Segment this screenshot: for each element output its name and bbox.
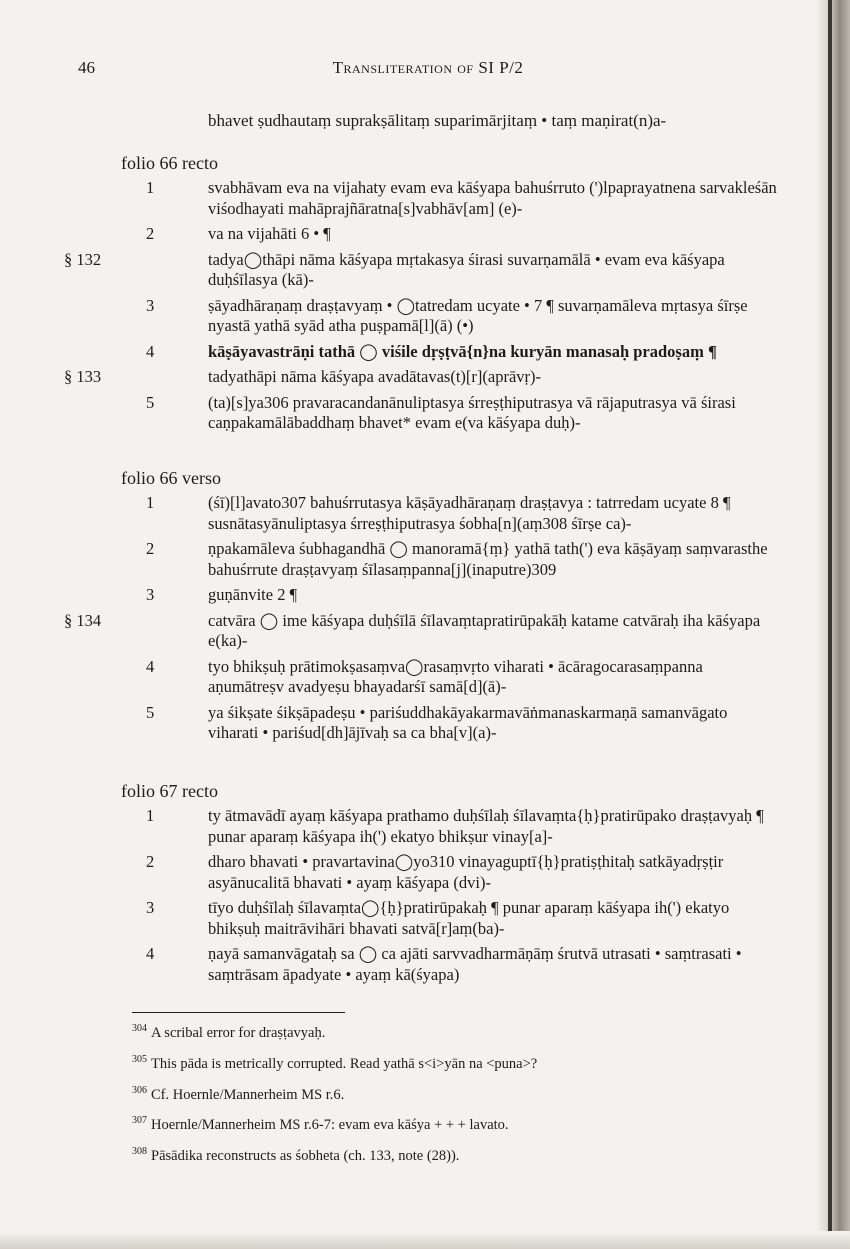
manuscript-line (121, 342, 781, 363)
footnote-number: 305 (132, 1053, 147, 1065)
folio-title: folio 66 verso (121, 468, 221, 488)
section-number: § 133 (64, 367, 102, 386)
line-text: (ta)[s]ya306 pravaracandanānuliptasya śrreṣṭhiputrasya vā rājaputrasya vā śirasi caṇpakamālābaddhaṃ bhavet* evam e(va kāśyapa duḥ)- (208, 392, 736, 432)
section-number: § 132 (64, 249, 102, 269)
footnote (132, 1143, 732, 1165)
page-header (78, 58, 778, 82)
footnote-number: 307 (132, 1115, 147, 1127)
manuscript-line (121, 806, 781, 847)
line-text: tīyo duḥśīlaḥ śīlavaṃta◯{ḥ}pratirūpakaḥ ¶ punar aparaṃ kāśyapa ih(') ekatyo bhikṣuḥ maitrāvihāri bhavati satvā[r]aṃ(ba)- (208, 898, 730, 938)
manuscript-line (121, 296, 781, 337)
line-number: 1 (146, 178, 155, 197)
page-number: 46 (78, 58, 95, 77)
line-text: guṇānvite 2 ¶ (208, 585, 298, 604)
running-title: Transliteration of SI P/2 (332, 58, 524, 77)
manuscript-line (121, 898, 781, 939)
manuscript-line (64, 249, 781, 291)
line-number: 2 (146, 539, 155, 558)
manuscript-line (121, 944, 781, 985)
footnote-text: A scribal error for draṣṭavyaḥ. (151, 1024, 326, 1041)
footnote-text: Pāsādika reconstructs as śobheta (ch. 133, note (28)). (151, 1148, 460, 1165)
line-number: 4 (146, 656, 155, 676)
manuscript-line (121, 224, 781, 245)
footnote (132, 1051, 732, 1073)
footnote-number: 306 (132, 1084, 147, 1096)
line-text: ty ātmavādī ayaṃ kāśyapa prathamo duḥśīlaḥ śīlavaṃta{ḥ}pratirūpako draṣṭavyaḥ ¶ punar aparaṃ kāśyapa ih(') ekatyo bhikṣur vinay[a]- (208, 806, 764, 846)
line-text: tyo bhikṣuḥ prātimokṣasaṃva◯rasaṃvṛto viharati • ācāragocarasaṃpanna aṇumātreṣv avadyeṣu bhayadarśī samā[d](ā)- (208, 656, 703, 696)
manuscript-line (121, 852, 781, 893)
line-number: 3 (146, 585, 155, 604)
folio-66-verso (64, 468, 781, 749)
line-number: 2 (146, 224, 155, 243)
line-number: 5 (146, 392, 155, 412)
footnote (132, 1020, 732, 1042)
section-number: § 134 (64, 610, 102, 630)
line-number: 4 (146, 341, 155, 361)
footnote-text: This pāda is metrically corrupted. Read yathā s<i>yān na <puna>? (151, 1055, 538, 1072)
line-text: svabhāvam eva na vijahaty evam eva kāśyapa bahuśrruto (')lpaprayatnena sarvakleśān viśodhayati mahāprajñāratna[s]vabhāv[am] (e)- (208, 178, 777, 218)
page-bottom-shadow (0, 1231, 850, 1249)
line-number: 2 (146, 852, 155, 871)
folio-title: folio 66 recto (121, 153, 218, 173)
footnote-rule (132, 1012, 345, 1013)
footnote (132, 1082, 732, 1104)
line-number: 1 (146, 806, 155, 825)
line-number: 1 (146, 493, 155, 512)
manuscript-line (121, 393, 781, 434)
footnote-text: Cf. Hoernle/Mannerheim MS r.6. (151, 1086, 345, 1103)
line-text: ṇayā samanvāgataḥ sa ◯ ca ajāti sarvvadharmāṇāṃ śrutvā utrasati • saṃtrasati • saṃtrāsam āpadyate • ayaṃ kā(śyapa) (208, 944, 742, 984)
line-text: tadya◯thāpi nāma kāśyapa mṛtakasya śirasi suvarṇamālā • evam eva kāśyapa duḥśīlasya (kā)- (208, 249, 725, 289)
line-text: ṣāyadhāraṇaṃ draṣṭavyaṃ • ◯tatredam ucyate • 7 ¶ suvarṇamāleva mṛtasya śīrṣe nyastā yathā syād atha puṣpamā[l](ā) (•) (208, 295, 748, 335)
footnote (132, 1112, 732, 1134)
line-text: (śī)[l]avato307 bahuśrrutasya kāṣāyadhāraṇaṃ draṣṭavya : tatrredam ucyate 8 ¶ susnātasyānuliptasya śrreṣṭhiputrasya śobha[n](aṃ308 śīrṣe ca)- (208, 493, 731, 533)
manuscript-line (121, 539, 781, 580)
manuscript-line (121, 493, 781, 534)
line-text: ya śikṣate śikṣāpadeṣu • pariśuddhakāyakarmavāṅmanaskarmaṇā samanvāgato viharati • pariśud[dh]ājīvaḥ sa ca bha[v](a)- (208, 702, 728, 742)
line-number: 3 (146, 295, 155, 315)
manuscript-line (121, 657, 781, 698)
page-edge-shadow (816, 0, 850, 1249)
manuscript-line (64, 610, 781, 652)
footnote-number: 304 (132, 1023, 147, 1034)
line-number: 5 (146, 702, 155, 722)
manuscript-line (121, 703, 781, 744)
line-text: ṇpakamāleva śubhagandhā ◯ manoramā{ṃ} yathā tath(') eva kāṣāyaṃ saṃvarasthe bahuśrrute draṣṭavyaṃ śīlasaṃpanna[j](inaputre)309 (208, 539, 768, 579)
manuscript-line (121, 178, 781, 219)
line-text: va na vijahāti 6 • ¶ (208, 224, 331, 243)
intro-line: bhavet ṣudhautaṃ suprakṣālitaṃ suparimārjitaṃ • taṃ maṇirat(n)a- (208, 111, 667, 130)
line-text: kāṣāyavastrāṇi tathā ◯ viśile dṛṣṭvā{n}na kuryān manasaḥ pradoṣaṃ ¶ (208, 341, 717, 361)
manuscript-line (64, 367, 781, 388)
folio-66-recto (64, 153, 781, 439)
line-number: 4 (146, 944, 155, 963)
manuscript-line (121, 585, 781, 606)
folio-title: folio 67 recto (121, 781, 218, 801)
folio-67-recto (121, 781, 781, 990)
line-number: 3 (146, 898, 155, 917)
line-text: dharo bhavati • pravartavina◯yo310 vinayaguptī{ḥ}pratiṣṭhitaḥ satkāyadṛṣṭir asyānucalitā bhavati • ayaṃ kāśyapa (dvi)- (208, 852, 724, 892)
footnote-number: 308 (132, 1146, 147, 1158)
line-text: tadyathāpi nāma kāśyapa avadātavas(t)[r](aprāvṛ)- (208, 367, 542, 386)
footnote-text: Hoernle/Mannerheim MS r.6-7: evam eva kāśya + + + lavato. (151, 1117, 509, 1134)
footnotes (132, 1020, 732, 1174)
line-text: catvāra ◯ ime kāśyapa duḥśīlā śīlavaṃtapratirūpakāḥ katame catvāraḥ iha kāśyapa e(ka)- (208, 610, 761, 650)
